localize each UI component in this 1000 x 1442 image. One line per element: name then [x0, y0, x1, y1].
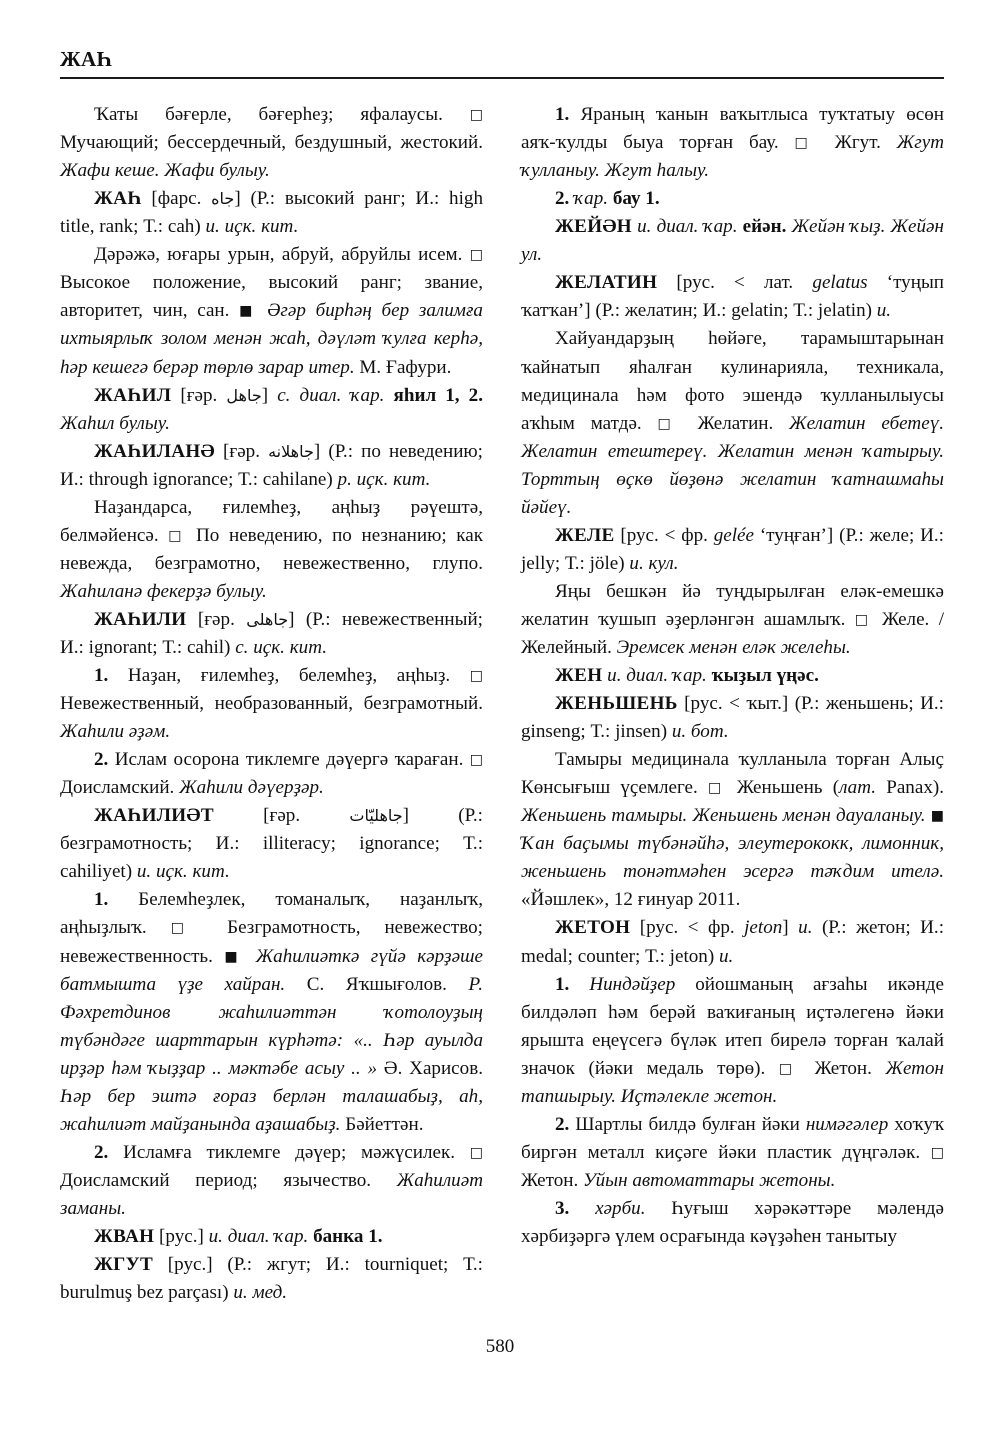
entry-jenshen: ЖЕНЬШЕНЬ [рус. < ҡыт.] (Р.: женьшень; И.: ginseng; Т.: jinsen) и. бот. — [521, 693, 944, 743]
entry-jelatin: ЖЕЛАТИН [рус. < лат. gelatus ‘туңып ҡатҡан’] (Р.: желатин; И.: gelatin; Т.: jelatin) и. — [521, 272, 944, 322]
entry-jahili-sense-1: 1. Наҙан, ғилемһеҙ, белемһеҙ, аңһыҙ. □ Невежественный, необразованный, безграмотный. Жаһили әҙәм. — [60, 665, 483, 743]
entry-jelatin-sense: Хайуандарҙың һөйәге, тарамыштарынан ҡайнатып яһалған кулинарияла, техникала, медицинала һәм фото эшендә ҡулланылыусы аҡһым матдә. □ Желатин. Желатин ебетеү. Желатин етештереү. Желатин менән ҡатырыу. Торттың өҫкө йөҙөнә желатин ҡатнашмаһы йәйеү. — [521, 328, 944, 518]
entry-jahil: ЖАҺИЛ [ғәр. جاهل] с. диал. ҡар. яһил 1, 2. Жаһил булыу. — [60, 384, 483, 434]
entry-jafi-continuation: Ҡаты бәғерле, бәғерһеҙ; яфалаусы. □ Мучающий; бессердечный, бездушный, жестокий. Жафи кеше. Жафи булыу. — [60, 104, 483, 182]
entry-jahilana: ЖАҺИЛАНӘ [ғәр. جاهلانه] (Р.: по неведению; И.: through ignorance; Т.: cahilane) р. иҫк. кит. — [60, 440, 483, 490]
entry-jeton-sense-1: 1. Ниндәйҙер ойошманың ағзаһы икәнде билдәләп һәм берәй ваҡиғаның иҫтәлегенә йәки ярышта еңеүсегә бүләк итеп бирелә торған ҡалай значок (йәки медаль төрө). □ Жетон. Жетон тапшырыу. Иҫтәлекле жетон. — [521, 973, 945, 1107]
entry-jahilana-sense: Наҙандарса, ғилемһеҙ, аңһыҙ рәүештә, белмәйенсә. □ По неведению, по незнанию; как невежда, безграмотно, невежественно, глупо. Жаһиланә фекерҙә булыу. — [60, 496, 484, 602]
entry-jahili: ЖАҺИЛИ [ғәр. جاهلى] (Р.: невежественный; И.: ignorant; Т.: cahil) с. иҫк. кит. — [60, 608, 483, 658]
entry-jah: ЖАҺ [фарс. جاه] (Р.: высокий ранг; И.: high title, rank; Т.: cah) и. иҫк. кит. — [60, 188, 483, 238]
entry-jenshen-sense: Тамыры медицинала ҡулланыла торған Алыҫ Көнсығыш үҫемлеге. □ Женьшень (лат. Panax). Женьшень тамыры. Женьшень менән дауаланыу. ■ Ҡан баҫымы түбәнәйһә, элеутерококк, лимонник, женьшень тонәтмәһен эсергә тәҡдим ителә. «Йәшлек», 12 ғинуар 2011. — [521, 749, 944, 911]
entry-jeyan: ЖЕЙӘН и. диал. ҡар. ейән. Жейән ҡыҙ. Жейән ул. — [521, 216, 945, 266]
entry-jeton-sense-2: 2. Шартлы билдә булған йәки нимәгәлер хоҡуҡ биргән металл киҫәге йәки пластик дүңгәләк. □ Жетон. Уйын автоматтары жетоны. — [521, 1113, 944, 1191]
left-column — [60, 101, 483, 1307]
entry-jah-sense: Дәрәжә, юғары урын, абруй, абруйлы исем. □ Высокое положение, высокий ранг; звание, авторитет, чин, сан. ■ Әгәр бирһәң бер залимға ихтыярлыҡ золом менән жаһ, дәүләт ҡулға керһә, һәр кешегә берәр төрлө зарар итер. М. Ғафури. — [60, 244, 483, 378]
two-column-body — [60, 101, 944, 1307]
running-head: ЖАҺ — [60, 47, 112, 71]
entry-jahili-sense-2: 2. Ислам осорона тиклемге дәүергә ҡараған. □ Доисламский. Жаһили дәүерҙәр. — [60, 749, 483, 799]
header-divider-rule — [60, 77, 944, 79]
entry-jahiliat-sense-2: 2. Исламға тиклемге дәүер; мәжүсилек. □ Доисламский период; язычество. Жаһилиәт заманы. — [60, 1141, 483, 1219]
page-number: 580 — [485, 1336, 515, 1357]
entry-jgut: ЖГУТ [рус.] (Р.: жгут; И.: tourniquet; Т.: burulmuş bez parçası) и. мед. — [60, 1254, 483, 1304]
entry-jeton-sense-3: 3. хәрби. Һуғыш хәрәкәттәре мәлендә хәрбиҙәргә үлем осрағында кәүҙәһен танытыу — [521, 1197, 944, 1247]
entry-jvan: ЖВАН [рус.] и. диал. ҡар. банка 1. — [94, 1225, 383, 1247]
entry-jele: ЖЕЛЕ [рус. < фр. gelée ‘туңған’] (Р.: желе; И.: jelly; Т.: jöle) и. кул. — [521, 524, 944, 574]
entry-jahiliat: ЖАҺИЛИӘТ [ғәр. جاهليّات] (Р.: безграмотность; И.: illiteracy; ignorance; Т.: cahiliyet) и. иҫк. кит. — [60, 805, 483, 883]
entry-jen: ЖЕН и. диал. ҡар. ҡыҙыл үңәс. — [555, 665, 819, 687]
entry-jgut-sense-2: 2. ҡар. бау 1. — [555, 188, 660, 210]
entry-jahiliat-sense-1: 1. Белемһеҙлек, томаналыҡ, наҙанлыҡ, аңһыҙлыҡ. □ Безграмотность, невежество; невежественность. ■ Жаһилиәткә гүйә кәрҙәше батмышта үҙе хайран. С. Яҡшығолов. Р. Фәхретдинов жаһилиәттән ҡотолоуҙың түбәндәге шарттарын күрһәтә: «.. Һәр ауылда ирҙәр һәм ҡыҙҙар .. мәктәбе асыу .. » Ә. Харисов. Һәр бер эштә ғораз берлән талашабыҙ, аһ, жаһилиәт майҙанында аҙашабыҙ. Бәйеттән. — [60, 889, 483, 1135]
entry-jgut-sense-1: 1. Яраның ҡанын ваҡытлыса туҡтатыу өсөн аяҡ-ҡулды быуа торған бау. □ Жгут. Жгут ҡулланыу. Жгут һалыу. — [521, 104, 944, 182]
entry-jeton: ЖЕТОН [рус. < фр. jeton] и. (Р.: жетон; И.: medal; counter; Т.: jeton) и. — [521, 917, 944, 967]
right-column — [521, 101, 944, 1251]
entry-jele-sense: Яңы бешкән йә туңдырылған еләк-емешкә желатин ҡушып әҙерләнгән ашамлыҡ. □ Желе. / Желейный. Эремсек менән еләк желеһы. — [521, 580, 944, 658]
